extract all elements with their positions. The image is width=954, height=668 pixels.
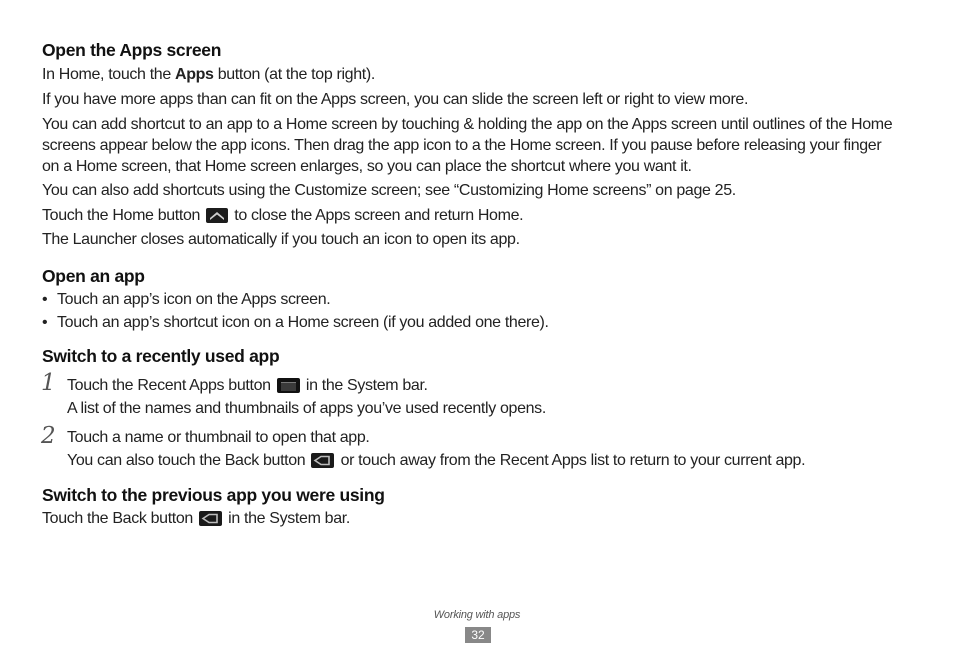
- text: or touch away from the Recent Apps list to return to your current app.: [336, 452, 806, 469]
- bullet-item: [42, 313, 549, 333]
- step-number-2: 2: [41, 423, 56, 449]
- apps-screen-line-2: If you have more apps than can fit on the Apps screen, you can slide the screen left or right to view more.: [42, 91, 749, 108]
- apps-screen-line-4: You can also add shortcuts using the Customize screen; see “Customizing Home screens” on page 25.: [42, 182, 736, 199]
- step-1-sub: A list of the names and thumbnails of apps you’ve used recently opens.: [67, 400, 546, 417]
- step-1-line: [67, 376, 428, 396]
- apps-screen-line-5: [42, 206, 523, 226]
- bullet-text: Touch an app’s shortcut icon on a Home screen (if you added one there).: [57, 314, 549, 331]
- text: in the System bar.: [224, 510, 350, 527]
- text: In Home, touch the: [42, 66, 175, 83]
- home-icon: [206, 208, 228, 223]
- apps-screen-line-6: The Launcher closes automatically if you touch an icon to open its app.: [42, 231, 520, 248]
- previous-app-line: [42, 509, 350, 529]
- text: button (at the top right).: [213, 66, 375, 83]
- text: in the System bar.: [301, 377, 428, 394]
- heading-open-apps-screen: Open the Apps screen: [42, 40, 222, 60]
- back-icon: [199, 511, 222, 526]
- text: You can also touch the Back button: [67, 452, 310, 469]
- step-number-1: 1: [41, 370, 56, 396]
- bullet-item: [42, 290, 330, 310]
- bullet-marker: •: [42, 314, 48, 331]
- heading-recent-app: Switch to a recently used app: [42, 346, 280, 366]
- text: Touch the Recent Apps button: [67, 377, 275, 394]
- apps-screen-line-3: You can add shortcut to an app to a Home screen by touching & holding the app on the Apps screen until outlines of the Home screens appear below the app icons. Then drag the app icon to a the Home screen. If you pause before releasing your finger on a Home screen, that Home screen enlarges, so you can place the shortcut where you want it.: [42, 116, 893, 175]
- bullet-text: Touch an app’s icon on the Apps screen.: [57, 291, 331, 308]
- footer-section-label: Working with apps: [433, 609, 521, 621]
- text: Touch the Home button: [42, 207, 205, 224]
- step-2-sub: [67, 451, 805, 471]
- apps-button-name: Apps: [174, 66, 214, 83]
- heading-open-an-app: Open an app: [42, 266, 145, 286]
- text: to close the Apps screen and return Home.: [230, 207, 524, 224]
- apps-screen-line-1: [42, 65, 375, 85]
- text: Touch the Back button: [42, 510, 198, 527]
- page-number: 32: [465, 627, 491, 643]
- recent-apps-icon: [277, 378, 300, 393]
- bullet-marker: •: [42, 291, 48, 308]
- heading-previous-app: Switch to the previous app you were using: [42, 485, 385, 505]
- back-icon: [311, 453, 334, 468]
- step-2-line: Touch a name or thumbnail to open that app.: [67, 429, 370, 446]
